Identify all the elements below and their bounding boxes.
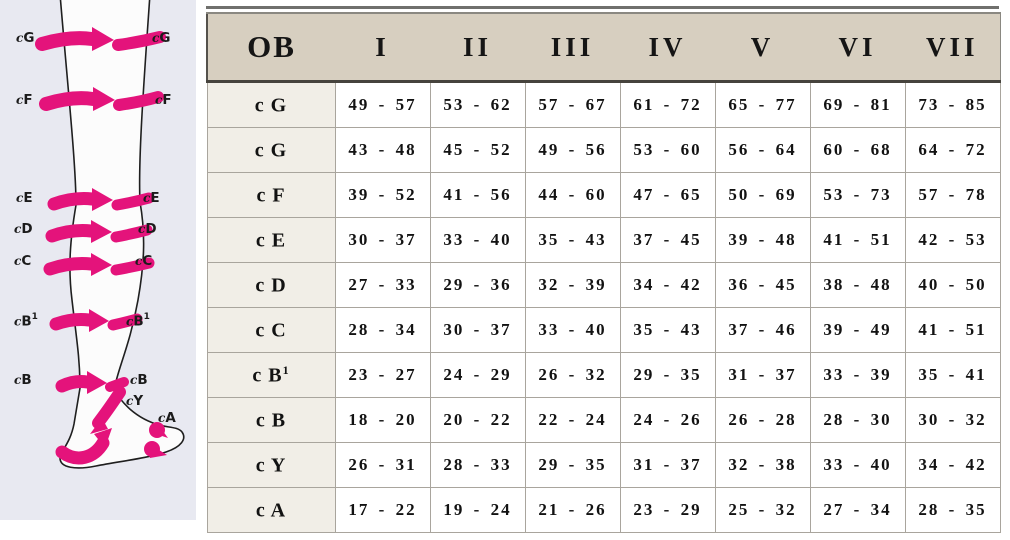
table-cell: 28 - 34 [335,308,430,353]
table-cell: 33 - 39 [810,353,905,398]
table-cell: 33 - 40 [810,443,905,488]
table-row [207,443,1000,488]
leg-label-cB-right: cB [130,372,148,388]
table-cell: 26 - 28 [715,398,810,443]
table-cell: 65 - 77 [715,82,810,128]
col-header-iii: III [525,13,620,82]
col-header-v: V [715,13,810,82]
leg-label-cD-right: cD [138,221,157,237]
table-cell: 57 - 67 [525,82,620,128]
table-cell: 53 - 62 [430,82,525,128]
table-cell: 37 - 46 [715,308,810,353]
size-chart [206,6,999,533]
leg-label-cF-right: cF [155,92,172,108]
leg-label-cC-left: cC [14,253,32,269]
table-cell: 30 - 32 [905,398,1000,443]
table-cell: 64 - 72 [905,128,1000,173]
table-row [207,218,1000,263]
leg-label-cB-left: cB [14,372,32,388]
col-header-i: I [335,13,430,82]
table-cell: 28 - 30 [810,398,905,443]
table-row [207,263,1000,308]
table-cell: 42 - 53 [905,218,1000,263]
table-cell: 40 - 50 [905,263,1000,308]
table-row [207,128,1000,173]
col-header-iv: IV [620,13,715,82]
table-cell: 29 - 35 [525,443,620,488]
table-cell: 39 - 49 [810,308,905,353]
table-cell: 38 - 48 [810,263,905,308]
table-cell: 41 - 51 [810,218,905,263]
row-label: c A [207,488,335,533]
row-label: c G [207,82,335,128]
col-header-ob: OB [207,13,335,82]
col-header-vii: VII [905,13,1000,82]
leg-label-cC-right: cC [135,253,153,269]
table-row [207,308,1000,353]
top-rule [206,6,999,9]
row-label: c E [207,218,335,263]
table-cell: 34 - 42 [905,443,1000,488]
leg-label-cG-left: cG [16,30,35,46]
table-cell: 41 - 51 [905,308,1000,353]
table-row [207,488,1000,533]
table-cell: 49 - 56 [525,128,620,173]
leg-label-cB1-left: $cB^1$ [14,312,38,330]
table-cell: 26 - 31 [335,443,430,488]
header-row [207,13,1000,82]
table-cell: 26 - 32 [525,353,620,398]
row-label: c F [207,173,335,218]
table-cell: 60 - 68 [810,128,905,173]
col-header-ii: II [430,13,525,82]
table-cell: 61 - 72 [620,82,715,128]
table-cell: 43 - 48 [335,128,430,173]
row-label: c C [207,308,335,353]
table-cell: 35 - 41 [905,353,1000,398]
table-cell: 57 - 78 [905,173,1000,218]
table-cell: 30 - 37 [430,308,525,353]
table-cell: 33 - 40 [430,218,525,263]
table-cell: 28 - 35 [905,488,1000,533]
row-label: c G [207,128,335,173]
table-row [207,353,1000,398]
leg-label-cE-left: cE [16,190,33,206]
table-cell: 39 - 48 [715,218,810,263]
table-cell: 32 - 39 [525,263,620,308]
table-cell: 27 - 34 [810,488,905,533]
table-cell: 53 - 60 [620,128,715,173]
table-cell: 36 - 45 [715,263,810,308]
table-cell: 34 - 42 [620,263,715,308]
table-cell: 33 - 40 [525,308,620,353]
table-cell: 56 - 64 [715,128,810,173]
table-cell: 30 - 37 [335,218,430,263]
leg-label-cE-right: cE [143,190,160,206]
row-label: c $B^1$ [207,353,335,398]
leg-label-cF-left: cF [16,92,33,108]
col-header-vi: VI [810,13,905,82]
row-label: c Y [207,443,335,488]
table-cell: 37 - 45 [620,218,715,263]
table-cell: 24 - 26 [620,398,715,443]
table-cell: 32 - 38 [715,443,810,488]
table-cell: 73 - 85 [905,82,1000,128]
leg-label-cA: cA [158,410,176,426]
table-body [207,82,1000,533]
table-cell: 20 - 22 [430,398,525,443]
table-cell: 49 - 57 [335,82,430,128]
table-cell: 24 - 29 [430,353,525,398]
table-cell: 27 - 33 [335,263,430,308]
table-row [207,398,1000,443]
table-cell: 45 - 52 [430,128,525,173]
table-cell: 23 - 27 [335,353,430,398]
row-label: c D [207,263,335,308]
size-table [206,12,1001,533]
leg-label-cB1-right: $cB^1$ [126,312,150,330]
table-cell: 21 - 26 [525,488,620,533]
table-cell: 29 - 36 [430,263,525,308]
leg-label-cD-left: cD [14,221,33,237]
table-cell: 31 - 37 [620,443,715,488]
table-cell: 31 - 37 [715,353,810,398]
leg-label-cY: cY [126,393,144,409]
table-cell: 41 - 56 [430,173,525,218]
table-cell: 22 - 24 [525,398,620,443]
table-cell: 19 - 24 [430,488,525,533]
table-cell: 35 - 43 [525,218,620,263]
table-cell: 53 - 73 [810,173,905,218]
table-cell: 47 - 65 [620,173,715,218]
table-cell: 28 - 33 [430,443,525,488]
table-cell: 17 - 22 [335,488,430,533]
row-label: c B [207,398,335,443]
table-cell: 44 - 60 [525,173,620,218]
table-cell: 25 - 32 [715,488,810,533]
table-cell: 69 - 81 [810,82,905,128]
table-cell: 18 - 20 [335,398,430,443]
leg-label-cG-right: cG [152,30,171,46]
table-cell: 39 - 52 [335,173,430,218]
table-cell: 29 - 35 [620,353,715,398]
table-cell: 23 - 29 [620,488,715,533]
table-row [207,82,1000,128]
leg-measurement-diagram [0,0,196,520]
table-cell: 50 - 69 [715,173,810,218]
table-cell: 35 - 43 [620,308,715,353]
table-row [207,173,1000,218]
